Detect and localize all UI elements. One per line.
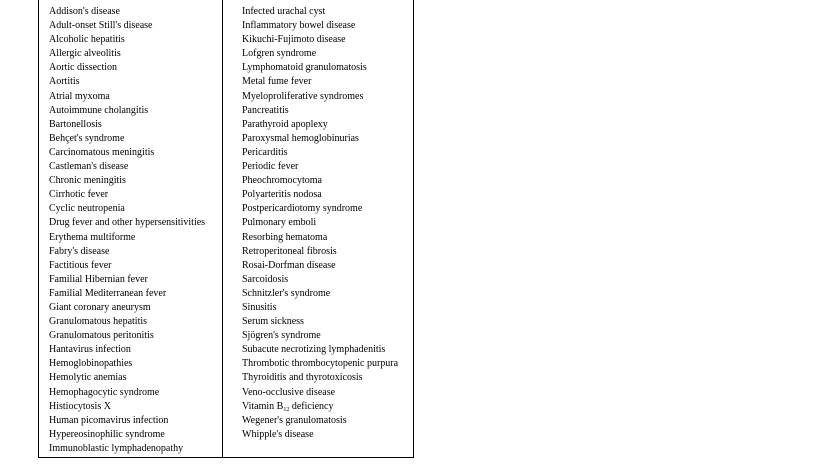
right-column-item: Kikuchi-Fujimoto disease <box>242 34 346 46</box>
left-column-item: Hemophagocytic syndrome <box>49 386 160 398</box>
left-column-item: Erythema multiforme <box>49 231 136 243</box>
left-column-item: Drug fever and other hypersensitivities <box>49 217 206 229</box>
left-column-item: Cirrhotic fever <box>49 189 109 201</box>
right-column-item: Thyroiditis and thyrotoxicosis <box>242 372 363 384</box>
right-column-item: Thrombotic thrombocytopenic purpura <box>242 358 399 370</box>
left-column-item: Castleman's disease <box>49 161 129 173</box>
left-column-item: Adult-onset Still's disease <box>49 20 153 32</box>
right-column-item: Paroxysmal hemoglobinurias <box>242 132 359 144</box>
right-column-item: Veno-occlusive disease <box>242 386 336 398</box>
right-column-item: Schnitzler's syndrome <box>242 287 331 299</box>
left-column-item: Cyclic neutropenia <box>49 203 125 215</box>
left-column-item: Granulomatous hepatitis <box>49 316 148 328</box>
right-column-item: Pheochromocytoma <box>242 175 322 187</box>
right-column-item: Metal fume fever <box>242 76 312 88</box>
column-divider <box>222 0 223 458</box>
left-column-item: Hemolytic anemias <box>49 372 127 384</box>
right-column-item: Inflammatory bowel disease <box>242 20 356 32</box>
left-column-item: Hemoglobinopathies <box>49 358 133 370</box>
right-column-item: Serum sickness <box>242 316 304 328</box>
right-column-item: Sjögren's syndrome <box>242 330 321 342</box>
right-column-item: Whipple's disease <box>242 428 314 440</box>
right-column-item: Subacute necrotizing lymphadenitis <box>242 344 386 356</box>
right-column-item: Pancreatitis <box>242 104 289 116</box>
left-column-item: Aortic dissection <box>49 62 118 74</box>
left-column-item: Familial Hibernian fever <box>49 273 148 285</box>
left-column-item: Granulomatous peritonitis <box>49 330 154 342</box>
right-column-item: Myeloproliferative syndromes <box>242 90 364 102</box>
left-column-item: Immunoblastic lymphadenopathy <box>49 442 184 454</box>
left-column-item: Aortitis <box>49 76 80 88</box>
right-column-item: Postpericardiotomy syndrome <box>242 203 363 215</box>
left-column-item: Hantavirus infection <box>49 344 131 356</box>
left-column-item: Alcoholic hepatitis <box>49 34 125 46</box>
left-column-item: Addison's disease <box>49 6 120 17</box>
right-column-item: Vitamin $B_{12}$ deficiency <box>242 400 334 413</box>
right-column-item: Sinusitis <box>242 301 277 313</box>
right-column-list <box>242 5 398 442</box>
left-column-item: Factitious fever <box>49 259 112 271</box>
left-column-item: Carcinomatous meningitis <box>49 146 155 158</box>
left-column-item: Chronic meningitis <box>49 175 126 187</box>
right-column-item: Pulmonary emboli <box>242 217 317 229</box>
right-column-item: Periodic fever <box>242 161 299 173</box>
right-column-item: Lymphomatoid granulomatosis <box>242 62 367 74</box>
right-column-item: Retroperitoneal fibrosis <box>242 245 337 257</box>
left-column-item: Autoimmune cholangitis <box>49 104 149 116</box>
left-column-list <box>49 5 205 456</box>
left-column-item: Hypereosinophilic syndrome <box>49 428 165 440</box>
left-column-item: Fabry's disease <box>49 245 110 257</box>
left-column-item: Behçet's syndrome <box>49 132 125 144</box>
right-column-item: Rosai-Dorfman disease <box>242 259 336 271</box>
right-column-item: Lofgren syndrome <box>242 48 317 60</box>
left-column-item: Histiocytosis X <box>49 400 111 412</box>
left-column-item: Allergic alveolitis <box>49 48 121 60</box>
right-column-item: Resorbing hematoma <box>242 231 328 243</box>
left-column-item: Giant coronary aneurysm <box>49 301 151 313</box>
right-column-item: Parathyroid apoplexy <box>242 118 328 130</box>
left-column-item: Familial Mediterranean fever <box>49 287 167 299</box>
right-column-item: Wegener's granulomatosis <box>242 414 347 426</box>
left-column-item: Human picomavirus infection <box>49 414 169 426</box>
right-column-item: Polyarteritis nodosa <box>242 189 322 201</box>
left-column-item: Bartonellosis <box>49 118 102 130</box>
right-column-item: Infected urachal cyst <box>242 6 326 17</box>
right-column-item: Sarcoidosis <box>242 273 289 285</box>
right-column-item: Pericarditis <box>242 146 288 158</box>
left-column-item: Atrial myxoma <box>49 90 110 102</box>
